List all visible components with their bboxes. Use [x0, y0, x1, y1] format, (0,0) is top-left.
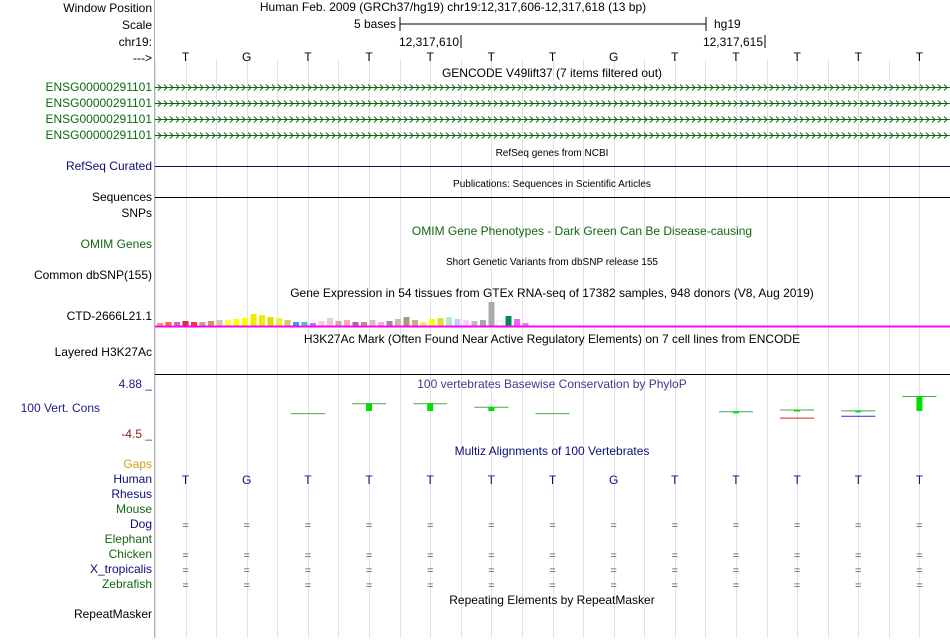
gtex-tissue-bar [514, 319, 520, 326]
sequence-base: T [488, 50, 496, 64]
gtex-tissue-bar [395, 319, 401, 326]
phylop-positive-bar [916, 396, 922, 411]
alignment-base-dog: = [427, 520, 433, 532]
alignment-base-zebrafish: = [733, 580, 739, 592]
phylop-positive-bar [366, 403, 372, 411]
species-dog-label: Dog [130, 517, 152, 531]
snps-label[interactable]: SNPs [121, 206, 152, 220]
gtex-expression-bars [157, 302, 529, 326]
gtex-tissue-bar [234, 319, 240, 326]
sequence-base: T [304, 50, 312, 64]
gtex-tissue-bar [225, 320, 231, 326]
alignment-base-dog: = [488, 520, 494, 532]
alignment-base-zebrafish: = [182, 580, 188, 592]
coord-right-text: 12,317,615 [703, 35, 763, 49]
phylop-conservation-bars [291, 396, 937, 418]
gtex-tissue-bar [268, 317, 274, 326]
alignment-base-zebrafish: = [366, 580, 372, 592]
phylop-track-title: 100 vertebrates Basewise Conservation by PhyloP [417, 377, 686, 391]
tracks-canvas [155, 0, 950, 638]
cons-track-label[interactable]: 100 Vert. Cons [21, 401, 100, 415]
alignment-base-human: T [793, 473, 801, 487]
alignment-base-dog: = [244, 520, 250, 532]
alignment-base-human: T [549, 473, 557, 487]
gene-label-4[interactable]: ENSG00000291101 [45, 128, 152, 142]
phylop-positive-bar [427, 403, 433, 411]
alignment-base-x-tropicalis: = [366, 565, 372, 577]
alignment-base-x-tropicalis: = [305, 565, 311, 577]
species-elephant-label: Elephant [105, 532, 152, 546]
gtex-tissue-bar [370, 320, 376, 326]
gencode-gene-features [155, 85, 950, 139]
alignment-base-chicken: = [305, 550, 311, 562]
phylop-positive-bar [733, 411, 739, 413]
gtex-gene-label[interactable]: CTD-2666L21.1 [67, 309, 152, 323]
gtex-tissue-bar [497, 321, 503, 326]
omim-track-title: OMIM Gene Phenotypes - Dark Green Can Be Disease-causing [412, 224, 752, 238]
repeatmasker-label[interactable]: RepeatMasker [74, 607, 152, 621]
gtex-tissue-bar [387, 321, 393, 326]
gtex-tissue-bar [446, 317, 452, 326]
alignment-base-x-tropicalis: = [794, 565, 800, 577]
gtex-tissue-bar [293, 322, 299, 326]
alignment-base-dog: = [182, 520, 188, 532]
alignment-base-dog: = [794, 520, 800, 532]
alignment-base-human: G [242, 473, 251, 487]
alignment-base-chicken: = [855, 550, 861, 562]
gtex-tissue-bar [259, 315, 265, 326]
phylop-positive-bar [488, 407, 494, 411]
sequence-base: T [855, 50, 863, 64]
alignment-base-chicken: = [366, 550, 372, 562]
gtex-tissue-bar [183, 321, 189, 326]
alignment-base-zebrafish: = [794, 580, 800, 592]
alignment-base-human: T [671, 473, 679, 487]
sequence-base: T [365, 50, 373, 64]
alignment-base-human: T [855, 473, 863, 487]
alignment-base-chicken: = [427, 550, 433, 562]
gtex-tissue-bar [285, 320, 291, 326]
gene-label-2[interactable]: ENSG00000291101 [45, 96, 152, 110]
gtex-tissue-bar [429, 319, 435, 326]
sequence-base: T [793, 50, 801, 64]
alignment-base-chicken: = [794, 550, 800, 562]
gtex-tissue-bar [191, 322, 197, 326]
rmsk-track-title: Repeating Elements by RepeatMasker [449, 593, 654, 607]
gene-label-1[interactable]: ENSG00000291101 [45, 80, 152, 94]
coord-left-text: 12,317,610 [399, 35, 459, 49]
dbsnp-track-title: Short Genetic Variants from dbSNP release 155 [446, 257, 658, 268]
alignment-base-zebrafish: = [610, 580, 616, 592]
scale-bar-text: 5 bases [354, 17, 396, 31]
alignment-base-dog: = [610, 520, 616, 532]
species-mouse-label: Mouse [116, 502, 152, 516]
alignment-base-human: T [916, 473, 924, 487]
multiz-track-title: Multiz Alignments of 100 Vertebrates [455, 444, 650, 458]
chrom-label: chr19: [119, 35, 152, 49]
gtex-tissue-bar [217, 320, 223, 326]
gtex-tissue-bar [438, 318, 444, 326]
publications-track-title: Publications: Sequences in Scientific Articles [453, 179, 651, 190]
gene-label-3[interactable]: ENSG00000291101 [45, 112, 152, 126]
alignment-base-dog: = [672, 520, 678, 532]
window-position-label: Window Position [63, 1, 152, 15]
gtex-tissue-bar [412, 320, 418, 326]
alignment-base-human: T [732, 473, 740, 487]
species-zebrafish-label: Zebrafish [102, 577, 152, 591]
alignment-base-human: G [609, 473, 618, 487]
gtex-tissue-bar [302, 322, 308, 326]
gtex-tissue-bar [472, 321, 478, 326]
h3k27ac-track-title: H3K27Ac Mark (Often Found Near Active Regulatory Elements) on 7 cell lines from ENCODE [304, 332, 800, 346]
alignment-base-zebrafish: = [244, 580, 250, 592]
species-xtropicalis-label: X_tropicalis [90, 562, 152, 576]
gtex-track-title: Gene Expression in 54 tissues from GTEx RNA-seq of 17382 samples, 948 donors (V8, Aug 2019) [290, 286, 814, 300]
alignment-base-x-tropicalis: = [733, 565, 739, 577]
alignment-base-chicken: = [244, 550, 250, 562]
alignment-base-x-tropicalis: = [182, 565, 188, 577]
scale-assembly-text: hg19 [714, 17, 741, 31]
gtex-tissue-bar [480, 320, 486, 326]
gaps-label: Gaps [123, 457, 152, 471]
alignment-base-dog: = [366, 520, 372, 532]
alignment-base-zebrafish: = [549, 580, 555, 592]
alignment-base-human: T [488, 473, 496, 487]
species-human-label: Human [113, 472, 152, 486]
track-labels-panel [0, 0, 155, 638]
gtex-tissue-bar [319, 321, 325, 326]
gtex-tissue-bar [455, 319, 461, 326]
alignment-base-x-tropicalis: = [855, 565, 861, 577]
phylop-positive-bar [855, 410, 861, 412]
alignment-base-dog: = [855, 520, 861, 532]
gencode-track-title: GENCODE V49lift37 (7 items filtered out) [442, 66, 662, 80]
alignment-base-x-tropicalis: = [610, 565, 616, 577]
alignment-base-human: T [427, 473, 435, 487]
sequence-base: T [182, 50, 190, 64]
gtex-tissue-bar [463, 320, 469, 326]
gtex-tissue-bar [242, 318, 248, 326]
gtex-tissue-bar [276, 318, 282, 326]
alignment-base-dog: = [549, 520, 555, 532]
alignment-base-chicken: = [733, 550, 739, 562]
alignment-base-chicken: = [672, 550, 678, 562]
omim-label[interactable]: OMIM Genes [81, 237, 152, 251]
gtex-tissue-bar [344, 320, 350, 326]
cons-max-label: 4.88 _ [119, 377, 152, 391]
sequence-base: G [609, 50, 618, 64]
alignment-base-x-tropicalis: = [916, 565, 922, 577]
alignment-base-x-tropicalis: = [244, 565, 250, 577]
gtex-tissue-bar [421, 322, 427, 326]
gtex-tissue-bar [327, 318, 333, 326]
sequence-base: T [427, 50, 435, 64]
gtex-tissue-bar [361, 322, 367, 326]
sequence-base: T [671, 50, 679, 64]
gtex-tissue-bar [404, 317, 410, 326]
gtex-tissue-bar [378, 322, 384, 326]
alignment-base-human: T [182, 473, 190, 487]
alignment-base-zebrafish: = [855, 580, 861, 592]
alignment-base-x-tropicalis: = [549, 565, 555, 577]
alignment-base-chicken: = [182, 550, 188, 562]
gtex-tissue-bar [353, 322, 359, 326]
alignment-base-chicken: = [610, 550, 616, 562]
alignment-base-chicken: = [488, 550, 494, 562]
gtex-tissue-bar [200, 322, 206, 326]
sequence-base: T [916, 50, 924, 64]
alignment-base-zebrafish: = [672, 580, 678, 592]
gtex-tissue-bar [174, 322, 180, 326]
refseq-label[interactable]: RefSeq Curated [66, 159, 152, 173]
alignment-base-zebrafish: = [488, 580, 494, 592]
sequence-base: G [242, 50, 251, 64]
track-display[interactable] [155, 0, 950, 638]
sequences-label[interactable]: Sequences [92, 190, 152, 204]
alignment-base-human: T [304, 473, 312, 487]
cons-min-label: -4.5 _ [121, 427, 152, 441]
gtex-tissue-bar [506, 316, 512, 326]
gtex-tissue-bar [208, 321, 214, 326]
scale-label: Scale [122, 18, 152, 32]
sequence-row [182, 50, 924, 64]
phylop-positive-bar [794, 410, 800, 412]
gtex-tissue-bar [489, 302, 495, 326]
alignment-base-human: T [365, 473, 373, 487]
gtex-tissue-bar [251, 314, 257, 326]
species-rhesus-label: Rhesus [111, 487, 152, 501]
alignment-base-x-tropicalis: = [488, 565, 494, 577]
alignment-base-dog: = [305, 520, 311, 532]
sequence-base: T [732, 50, 740, 64]
alignment-base-x-tropicalis: = [672, 565, 678, 577]
multiz-alignment-rows [182, 473, 924, 592]
alignment-base-dog: = [733, 520, 739, 532]
alignment-base-chicken: = [916, 550, 922, 562]
alignment-base-zebrafish: = [427, 580, 433, 592]
h3k27ac-label[interactable]: Layered H3K27Ac [55, 345, 152, 359]
alignment-base-x-tropicalis: = [427, 565, 433, 577]
alignment-base-dog: = [916, 520, 922, 532]
gtex-tissue-bar [166, 322, 172, 326]
sequence-base: T [549, 50, 557, 64]
window-position-text: Human Feb. 2009 (GRCh37/hg19) chr19:12,317,606-12,317,618 (13 bp) [260, 0, 646, 14]
strand-arrow-label: ---> [133, 51, 152, 65]
alignment-base-zebrafish: = [305, 580, 311, 592]
alignment-base-zebrafish: = [916, 580, 922, 592]
species-chicken-label: Chicken [109, 547, 152, 561]
gtex-tissue-bar [336, 321, 342, 326]
alignment-base-chicken: = [549, 550, 555, 562]
dbsnp-label[interactable]: Common dbSNP(155) [34, 268, 152, 282]
refseq-track-title: RefSeq genes from NCBI [496, 148, 609, 159]
